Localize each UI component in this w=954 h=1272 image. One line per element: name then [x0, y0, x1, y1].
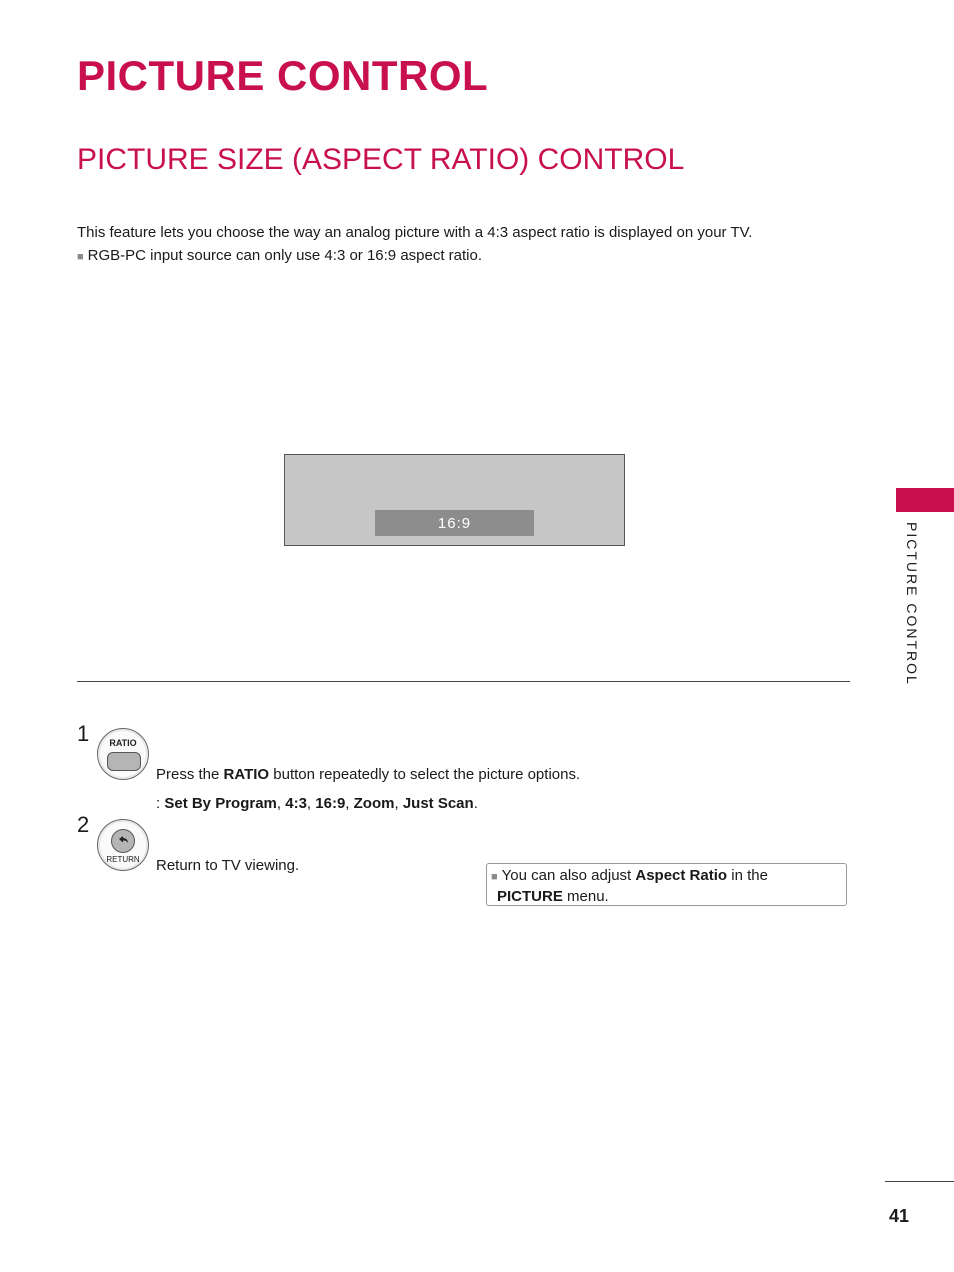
section-divider	[77, 681, 850, 682]
intro-text: This feature lets you choose the way an analog picture with a 4:3 aspect ratio is displayed on your TV.	[77, 224, 753, 241]
ratio-keyword: RATIO	[223, 766, 270, 783]
return-button-label: RETURN	[106, 855, 140, 864]
picture-menu-keyword: PICTURE	[497, 888, 563, 905]
tip-note-box: ■ You can also adjust Aspect Ratio in the PICTURE menu.	[486, 863, 847, 906]
section-title: PICTURE SIZE (ASPECT RATIO) CONTROL	[77, 143, 685, 176]
option-set-by-program: Set By Program	[164, 795, 277, 812]
aspect-ratio-keyword: Aspect Ratio	[635, 867, 728, 884]
tv-screen-illustration	[284, 454, 625, 546]
step-number-2: 2	[77, 812, 90, 837]
chapter-side-label: PICTURE CONTROL	[904, 522, 920, 686]
rgb-pc-note	[77, 247, 482, 264]
footer-divider	[885, 1181, 954, 1182]
option-zoom: Zoom	[353, 795, 395, 812]
step-1-instruction: Press the RATIO button repeatedly to select the picture options.	[156, 766, 581, 783]
bullet-icon: ■	[491, 871, 498, 883]
option-16-9: 16:9	[315, 795, 346, 812]
return-arrow-icon	[111, 829, 135, 853]
ratio-remote-button	[97, 728, 149, 780]
option-4-3: 4:3	[285, 795, 307, 812]
ratio-button-label: RATIO	[109, 738, 137, 748]
page-title: PICTURE CONTROL	[77, 52, 489, 99]
step-number-1: 1	[77, 721, 90, 746]
step-1-options: : Set By Program, 4:3, 16:9, Zoom, Just Scan.	[156, 795, 478, 812]
ratio-key-icon	[107, 752, 141, 771]
rgb-pc-note-text: RGB-PC input source can only use 4:3 or 16:9 aspect ratio.	[87, 247, 483, 264]
step-2-instruction: Return to TV viewing.	[156, 857, 300, 874]
chapter-tab-marker	[896, 488, 954, 512]
aspect-ratio-osd: 16:9	[375, 510, 534, 536]
option-just-scan: Just Scan	[402, 795, 474, 812]
bullet-icon: ■	[77, 251, 84, 263]
page-number: 41	[889, 1206, 910, 1226]
return-remote-button	[97, 819, 149, 871]
